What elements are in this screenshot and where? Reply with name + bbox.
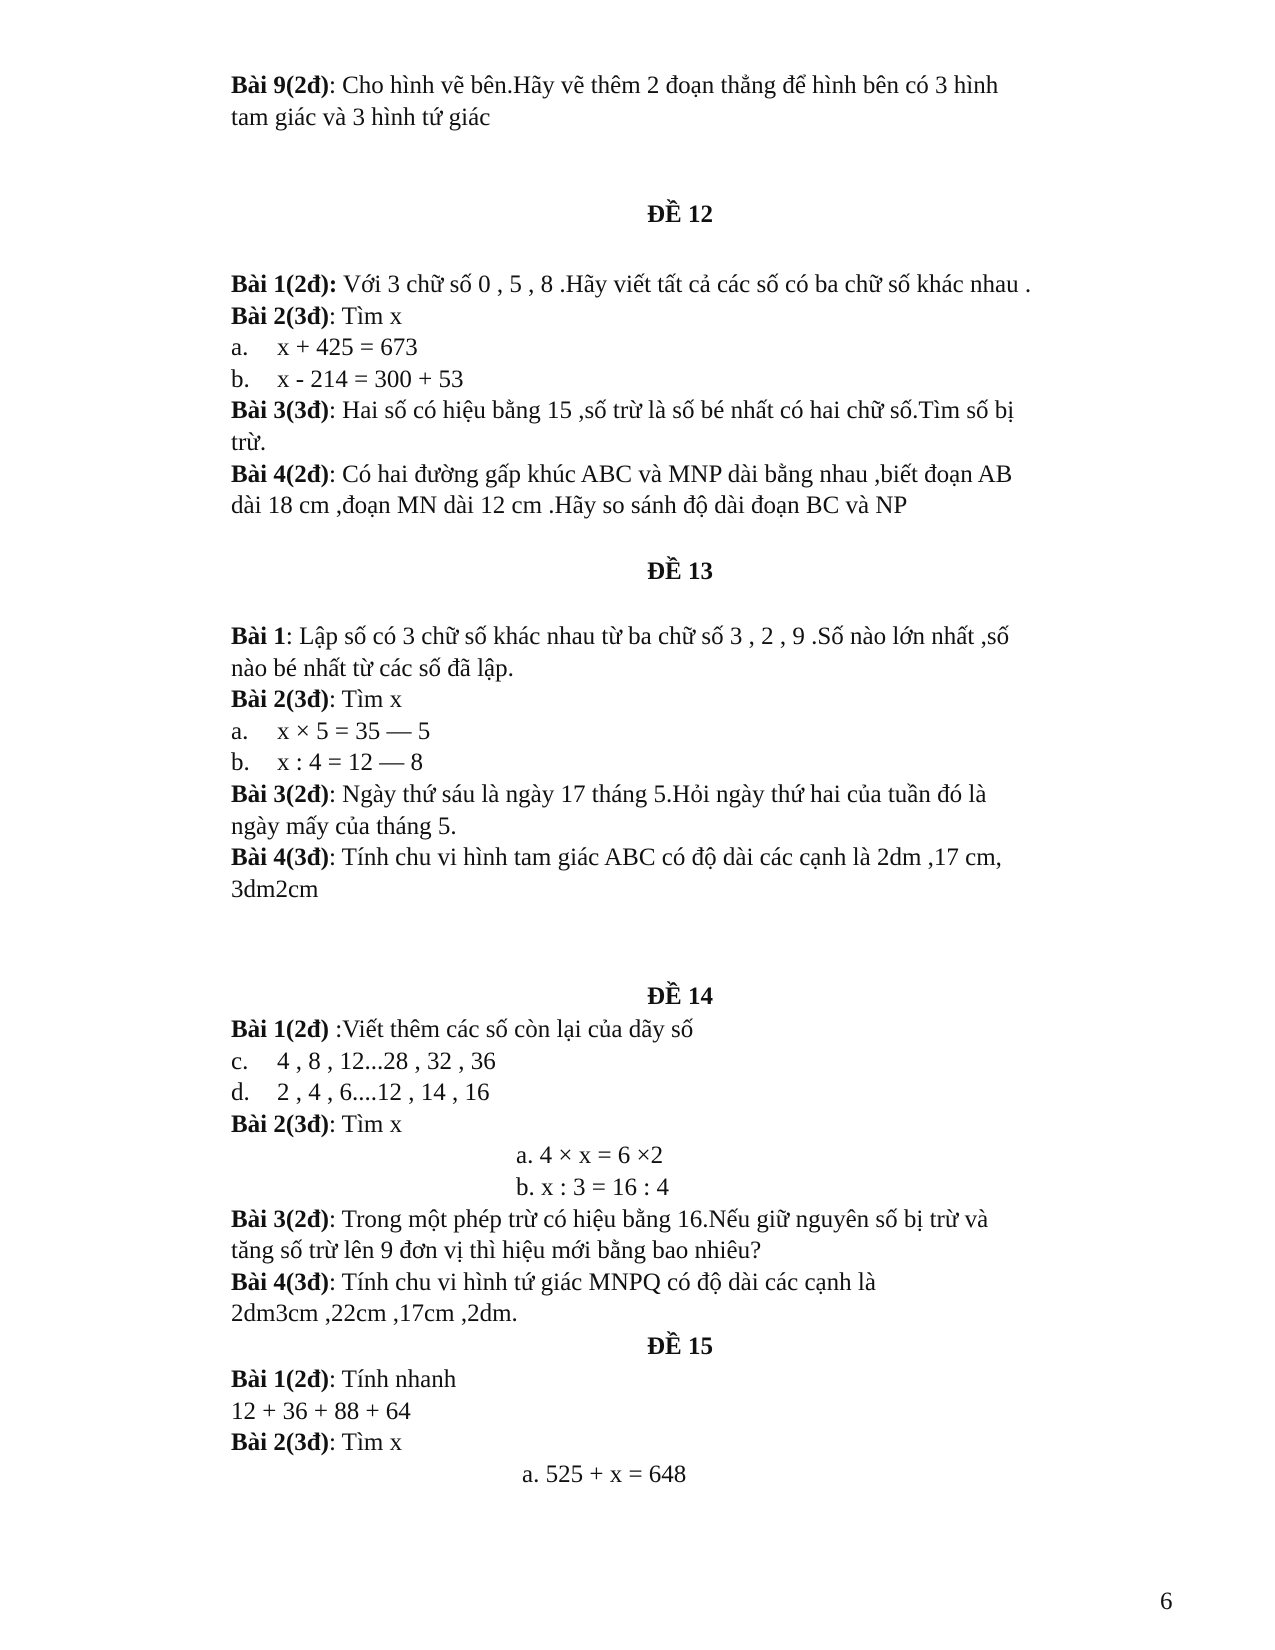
exercise-text: Với 3 chữ số 0 , 5 , 8 .Hãy viết tất cả các số có ba chữ số khác nhau . xyxy=(337,271,1032,298)
exercise-text: : Tính nhanh xyxy=(328,1366,457,1393)
exercise-text: : Tìm x xyxy=(328,1429,403,1457)
exercise-text: : Trong một phép trừ có hiệu bằng 16.Nếu giữ nguyên số bị trừ và xyxy=(328,1205,989,1233)
exercise-1 xyxy=(231,1364,1181,1396)
exercise-3 xyxy=(231,1204,1181,1236)
equation-a: a. 4 × x = 6 ×2 xyxy=(516,1142,664,1170)
section-de-13 xyxy=(231,621,1181,905)
section-title-de-14: ĐỀ 14 xyxy=(647,983,713,1010)
exercise-text: : Ngày thứ sáu là ngày 17 tháng 5.Hỏi ngày thứ hai của tuần đó là xyxy=(328,780,987,808)
list-marker: b. xyxy=(231,749,250,777)
list-marker: a. xyxy=(231,717,249,745)
exercise-2 xyxy=(231,1427,1181,1459)
expression: 12 + 36 + 88 + 64 xyxy=(231,1397,411,1425)
exercise-2 xyxy=(231,301,1181,333)
exercise-4 xyxy=(231,459,1181,491)
equation-b: b. x : 3 = 16 : 4 xyxy=(516,1173,669,1201)
exercise-4 xyxy=(231,842,1181,874)
sequence: 2 , 4 , 6....12 , 14 , 16 xyxy=(277,1079,490,1107)
exercise-3 xyxy=(231,395,1181,427)
exercise-text: : Tính chu vi hình tứ giác MNPQ có độ dài các cạnh là xyxy=(328,1268,876,1296)
exercise-1 xyxy=(231,1014,1181,1046)
exercise-label: Bài 4(3đ) xyxy=(231,1268,329,1296)
list-item xyxy=(231,364,1181,396)
exercise-label: Bài 3(3đ) xyxy=(231,397,329,425)
exercise-1 xyxy=(231,269,1181,301)
list-item xyxy=(231,332,1181,364)
list-marker: c. xyxy=(231,1047,249,1075)
exercise-4-line-2: dài 18 cm ,đoạn MN dài 12 cm .Hãy so sánh độ dài đoạn BC và NP xyxy=(231,492,908,520)
exercise-label: Bài 1(2đ) xyxy=(231,1366,329,1393)
list-marker: d. xyxy=(231,1079,250,1107)
exercise-2 xyxy=(231,684,1181,716)
section-de-15 xyxy=(231,1364,1181,1490)
equation: x : 4 = 12 — 8 xyxy=(277,749,424,777)
exercise-3 xyxy=(231,779,1181,811)
exercise-text: : Tìm x xyxy=(328,686,403,714)
exercise-label: Bài 1(2đ): xyxy=(231,271,338,298)
equation-a: a. 525 + x = 648 xyxy=(522,1460,687,1488)
exercise-3-line-2: ngày mấy của tháng 5. xyxy=(231,812,457,840)
exercise-3-line-2: trừ. xyxy=(231,428,267,456)
exercise-text: : Tìm x xyxy=(328,302,403,330)
exercise-label: Bài 1(2đ) xyxy=(231,1016,329,1043)
exercise-label: Bài 4(3đ) xyxy=(231,844,329,872)
list-item xyxy=(231,1046,1181,1078)
section-title-de-12: ĐỀ 12 xyxy=(647,201,713,228)
list-item xyxy=(231,747,1181,779)
exercise-text: : Tính chu vi hình tam giác ABC có độ dài các cạnh là 2dm ,17 cm, xyxy=(328,844,1002,872)
exercise-text: : Lập số có 3 chữ số khác nhau từ ba chữ số 3 , 2 , 9 .Số nào lớn nhất ,số xyxy=(285,623,1010,650)
exercise-label: Bài 3(2đ) xyxy=(231,780,329,808)
list-marker: a. xyxy=(231,334,249,362)
page-number: 6 xyxy=(1160,1588,1173,1615)
exercise-text: : Có hai đường gấp khúc ABC và MNP dài bằng nhau ,biết đoạn AB xyxy=(328,460,1013,488)
exercise-label: Bài 2(3đ) xyxy=(231,686,329,714)
list-item xyxy=(231,716,1181,748)
exercise-text: : Tìm x xyxy=(328,1110,403,1138)
exercise-label: Bài 2(3đ) xyxy=(231,1110,329,1138)
section-title-de-15: ĐỀ 15 xyxy=(647,1333,713,1360)
exercise-label: Bài 9(2đ) xyxy=(231,72,329,99)
sequence: 4 , 8 , 12...28 , 32 , 36 xyxy=(277,1047,496,1075)
exercise-4 xyxy=(231,1267,1181,1299)
exercise-label: Bài 4(2đ) xyxy=(231,460,329,488)
exercise-9-line-2: tam giác và 3 hình tứ giác xyxy=(231,103,491,131)
exercise-label: Bài 2(3đ) xyxy=(231,302,329,330)
exercise-9 xyxy=(231,70,1181,133)
exercise-label: Bài 1 xyxy=(231,623,286,650)
exercise-1 xyxy=(231,621,1181,653)
exercise-label: Bài 3(2đ) xyxy=(231,1205,329,1233)
section-de-14 xyxy=(231,1014,1181,1330)
exercise-4-line-2: 3dm2cm xyxy=(231,875,319,903)
exercise-4-line-2: 2dm3cm ,22cm ,17cm ,2dm. xyxy=(231,1300,518,1328)
equation: x + 425 = 673 xyxy=(277,334,418,362)
exercise-text: :Viết thêm các số còn lại của dãy số xyxy=(328,1016,694,1043)
list-item xyxy=(231,1077,1181,1109)
list-marker: b. xyxy=(231,365,250,393)
exercise-2 xyxy=(231,1109,1181,1141)
exercise-label: Bài 2(3đ) xyxy=(231,1429,329,1457)
exercise-3-line-2: tăng số trừ lên 9 đơn vị thì hiệu mới bằng bao nhiêu? xyxy=(231,1237,762,1265)
section-title-de-13: ĐỀ 13 xyxy=(647,558,713,585)
exercise-text: : Cho hình vẽ bên.Hãy vẽ thêm 2 đoạn thẳng để hình bên có 3 hình xyxy=(328,72,999,99)
exercise-9-line-1 xyxy=(231,70,1181,102)
exercise-1-line-2: nào bé nhất từ các số đã lập. xyxy=(231,654,514,682)
section-de-12 xyxy=(231,269,1181,522)
equation: x × 5 = 35 — 5 xyxy=(277,717,431,745)
equation: x - 214 = 300 + 53 xyxy=(277,365,464,393)
exercise-text: : Hai số có hiệu bằng 15 ,số trừ là số bé nhất có hai chữ số.Tìm số bị xyxy=(328,397,1015,425)
